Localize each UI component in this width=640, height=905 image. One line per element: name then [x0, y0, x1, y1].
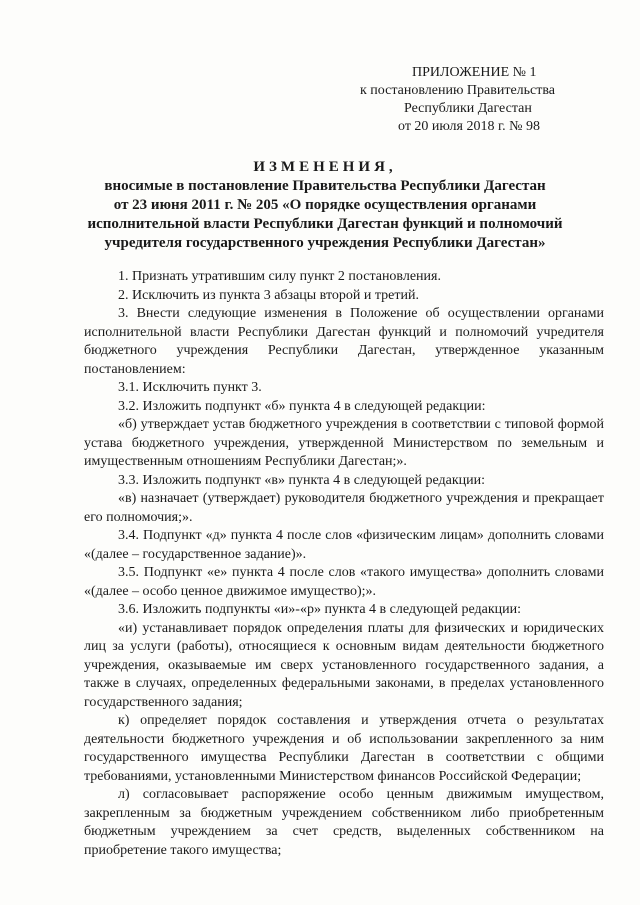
paragraph: л) согласовывает распоряжение особо ценным движимым имуществом, закрепленным за бюджетным учреждением собственником либо приобретенным бюджетным учреждением за счет средств, выделенных собственником на приобретение такого имущества;: [84, 787, 604, 858]
paragraph: 3.3. Изложить подпункт «в» пункта 4 в следующей редакции:: [118, 472, 486, 488]
title-line: учредителя государственного учреждения Республики Дагестан»: [104, 235, 546, 251]
appendix-block: [360, 64, 610, 136]
title-main: ИЗМЕНЕНИЯ,: [253, 159, 397, 175]
paragraph: «и) устанавливает порядок определения платы для физических и юридических лиц за услуги (работы), относящиеся к основным видам деятельности бюджетного учреждения, оказываемые им сверх установленного государственного задания, а также в случаях, определенных федеральными законами, в пределах установленного государственного задания;: [84, 620, 604, 710]
paragraph: 3. Внести следующие изменения в Положение об осуществлении органами исполнительной власти Республики Дагестан функций и полномочий учредителя бюджетного учреждения Республики Дагестан, утвержденное указанным постановлением:: [84, 306, 604, 377]
paragraph: 3.6. Изложить подпункты «и»-«р» пункта 4 в следующей редакции:: [118, 602, 521, 617]
title-line: вносимые в постановление Правительства Республики Дагестан: [104, 178, 546, 194]
paragraph: 3.4. Подпункт «д» пункта 4 после слов «физическим лицам» дополнить словами «(далее – государственное задание)».: [84, 528, 604, 562]
title-line: от 23 июня 2011 г. № 205 «О порядке осуществления органами: [113, 197, 537, 213]
paragraph: 3.5. Подпункт «е» пункта 4 после слов «такого имущества» дополнить словами «(далее – особо ценное движимое имущество);».: [84, 565, 604, 599]
paragraph: к) определяет порядок составления и утверждения отчета о результатах деятельности бюджетного учреждения и об использовании закрепленного за ним государственного имущества Республики Дагестан в соответствии с общими требованиями, установленными Министерством финансов Российской Федерации;: [84, 713, 604, 784]
paragraph: «в) назначает (утверждает) руководителя бюджетного учреждения и прекращает его полномочия;».: [84, 491, 604, 525]
paragraph: «б) утверждает устав бюджетного учреждения в соответствии с типовой формой устава бюджетного учреждения, утвержденной Министерством по земельным и имущественным отношениям Республики Дагестан;».: [84, 417, 604, 469]
paragraph: 2. Исключить из пункта 3 абзацы второй и третий.: [118, 287, 419, 303]
appendix-number: ПРИЛОЖЕНИЕ № 1: [412, 65, 537, 80]
appendix-line: Республики Дагестан: [404, 101, 532, 116]
appendix-line: к постановлению Правительства: [360, 83, 556, 98]
paragraph: 3.1. Исключить пункт 3.: [118, 380, 262, 395]
appendix-date: от 20 июля 2018 г. № 98: [398, 119, 540, 134]
paragraph: 1. Признать утратившим силу пункт 2 постановления.: [118, 269, 441, 284]
title-line: исполнительной власти Республики Дагестан функций и полномочий: [87, 216, 563, 232]
paragraph: 3.2. Изложить подпункт «б» пункта 4 в следующей редакции:: [118, 398, 486, 414]
document-body: [84, 268, 604, 860]
document-title: [60, 158, 590, 253]
